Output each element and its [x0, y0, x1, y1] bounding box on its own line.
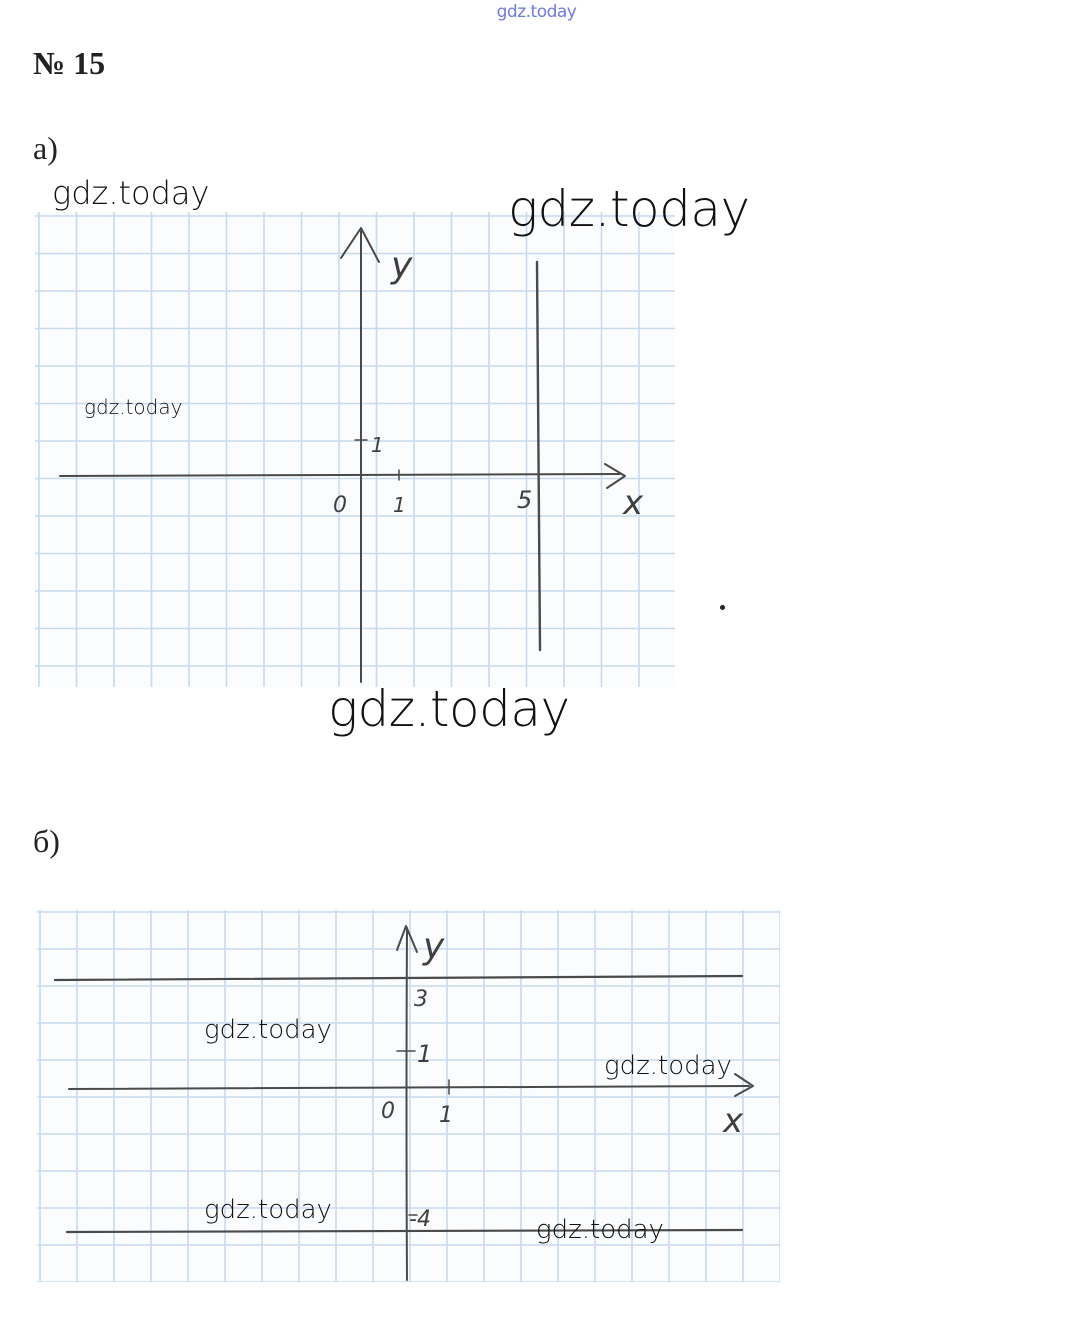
watermark-text: gdz.today [328, 680, 570, 738]
origin-label: 0 [381, 1099, 395, 1124]
watermark-text: gdz.today [536, 1215, 664, 1245]
graph-grid [35, 212, 675, 687]
x-axis-label: x [723, 1101, 744, 1141]
y-axis-label: y [423, 926, 445, 967]
site-header-link[interactable]: gdz.today [496, 2, 577, 22]
y-tick-1-label: 1 [371, 433, 384, 457]
watermark-text: gdz.today [604, 1051, 732, 1081]
watermark-text: gdz.today [204, 1195, 332, 1225]
watermark-text: gdz.today [204, 1015, 332, 1045]
graph-part-a [35, 212, 675, 687]
y-tick-1-label: 1 [417, 1040, 433, 1068]
watermark-text: gdz.today [52, 174, 210, 212]
y-axis-label: y [391, 245, 413, 286]
part-a-label: а) [33, 130, 58, 166]
stray-dot [720, 605, 725, 610]
watermark-text: gdz.today [508, 180, 750, 238]
x-axis-label: x [623, 483, 644, 523]
problem-number: № 15 [33, 45, 106, 81]
line-x-5-label: 5 [517, 486, 533, 514]
origin-label: 0 [333, 493, 347, 518]
graph-part-b [37, 910, 780, 1282]
line-y-3-label: 3 [414, 987, 428, 1012]
part-b-label: б) [33, 823, 60, 859]
watermark-text: gdz.today [84, 395, 183, 419]
x-tick-1-label: 1 [393, 493, 406, 517]
line-y-minus-4-label: -4 [409, 1207, 431, 1232]
x-tick-1-label: 1 [439, 1103, 453, 1128]
